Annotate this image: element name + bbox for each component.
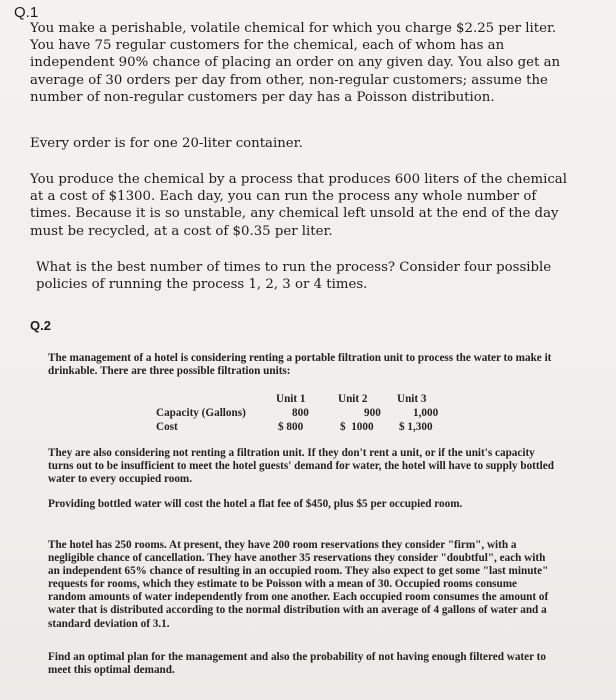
table-row-label-capacity: Capacity (Gallons) <box>156 407 246 419</box>
question-2-paragraph: They are also considering not renting a filtration unit. If they don't rent a unit, or if the unit's capacity turns out to be insufficient to meet the hotel guests' demand for water, the hotel will have to supply bottled water to every occupied room. <box>48 447 554 486</box>
question-1-label: Q.1 <box>14 4 39 21</box>
table-cell: 900 <box>364 407 381 419</box>
question-1-paragraph: Every order is for one 20-liter container. <box>30 136 303 151</box>
table-cell: $ 800 <box>278 421 304 433</box>
table-cell: 800 <box>292 407 309 419</box>
table-cell: $ 1,300 <box>399 421 433 433</box>
question-2-paragraph: Providing bottled water will cost the hotel a flat fee of $450, plus $5 per occupied room. <box>48 498 463 510</box>
table-header-unit-2: Unit 2 <box>338 393 368 405</box>
question-2-intro: The management of a hotel is considering renting a portable filtration unit to process the water to make it drinkable. There are three possible filtration units: <box>48 352 552 378</box>
table-cell: 1,000 <box>413 407 439 419</box>
table-cell: $ 1000 <box>340 421 374 433</box>
question-2-paragraph: Find an optimal plan for the management and also the probability of not having enough filtered water to meet this optimal demand. <box>48 651 546 677</box>
table-header-unit-1: Unit 1 <box>276 393 306 405</box>
table-header-unit-3: Unit 3 <box>397 393 427 405</box>
question-2-label: Q.2 <box>30 318 51 333</box>
question-1-paragraph: What is the best number of times to run the process? Consider four possible policies of running the process 1, 2, 3 or 4 times. <box>36 260 552 293</box>
question-2-paragraph: The hotel has 250 rooms. At present, they have 200 room reservations they consider "firm", with a negligible chance of cancellation. They have another 35 reservations they consider "doubtful", each with an independent 65% chance of resulting in an occupied room. They also expect to get some "last minute" requests for rooms, which they estimate to be Poisson with a mean of 30. Occupied rooms consume random amounts of water independently from one another. Each occupied room consumes the amount of water that is distributed according to the normal distribution with an average of 4 gallons of water and a standard deviation of 3.1. <box>48 539 549 630</box>
question-1-paragraph: You produce the chemical by a process that produces 600 liters of the chemical at a cost of $1300. Each day, you can run the process any whole number of times. Because it is so unstable, any chemical left unsold at the end of the day must be recycled, at a cost of $0.35 per liter. <box>30 172 567 239</box>
question-1-paragraph: You make a perishable, volatile chemical for which you charge $2.25 per liter. You have 75 regular customers for the chemical, each of whom has an independent 90% chance of placing an order on any given day. You also get an average of 30 orders per day from other, non-regular customers; assume the number of non-regular customers per day has a Poisson distribution. <box>30 21 561 105</box>
table-row-label-cost: Cost <box>156 421 178 433</box>
